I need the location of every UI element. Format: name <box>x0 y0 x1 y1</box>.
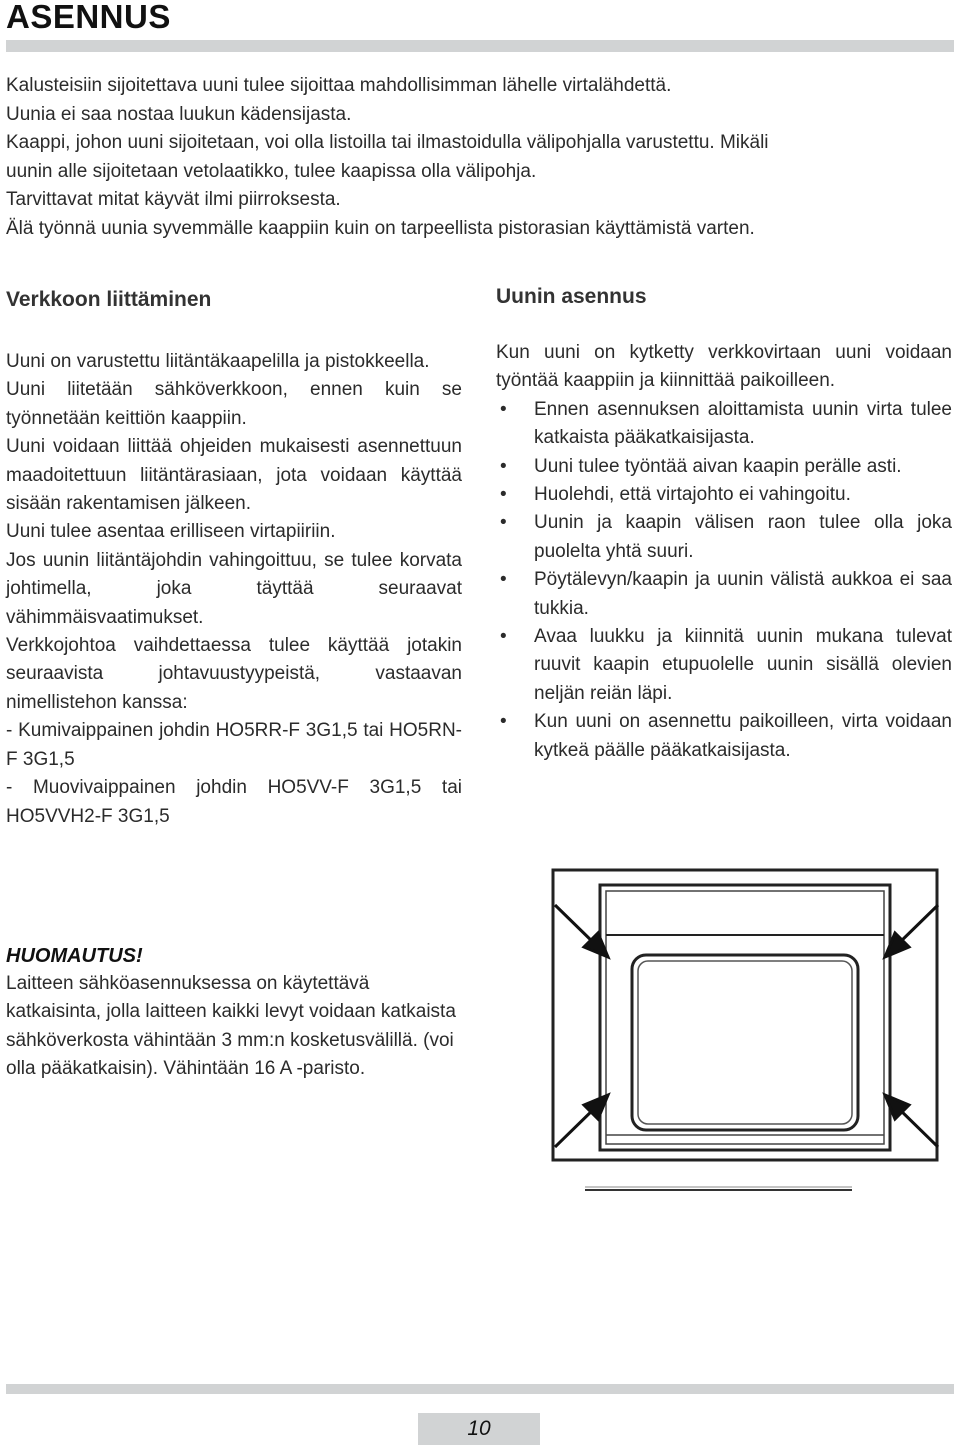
intro-line: uunin alle sijoitetaan vetolaatikko, tulee kaapissa olla välipohja. <box>6 160 537 182</box>
note-heading: HUOMAUTUS! <box>6 945 143 967</box>
page-title: ASENNUS <box>6 0 171 35</box>
paragraph: Verkkojohtoa vaihdettaessa tulee käyttää jotakin seuraavista johtavuustyypeistä, vastaavan nimellistehon kanssa: <box>6 635 462 713</box>
list-item-text: Avaa luukku ja kiinnitä uunin mukana tulevat ruuvit kaapin etupuolelle uunin sisällä olevien neljän reiän läpi. <box>534 626 952 704</box>
installation-steps-list <box>496 396 952 765</box>
intro-line: Uunia ei saa nostaa luukun kädensijasta. <box>6 103 352 125</box>
oven-installation-diagram <box>540 865 960 1200</box>
list-item-text: Kun uuni on asennettu paikoilleen, virta voidaan kytkeä päälle pääkatkaisijasta. <box>534 711 952 761</box>
page-number: 10 <box>418 1413 540 1445</box>
oven-installation-section <box>496 285 952 765</box>
list-item <box>496 509 952 566</box>
note-text: Laitteen sähköasennuksessa on käytettävä katkaisinta, jolla laitteen kaikki levyt voidaan katkaista sähköverkosta vähintään 3 mm:n kosketusvälillä. (voi olla pääkatkaisin). Vähintään 16 A -paristo. <box>6 973 456 1080</box>
bullet-icon: • <box>500 626 507 648</box>
title-underline-bar <box>6 40 954 52</box>
intro-text <box>6 72 956 243</box>
paragraph: Kun uuni on kytketty verkkovirtaan uuni voidaan työntää kaappiin ja kiinnittää paikoilleen. <box>496 342 952 392</box>
list-item <box>496 623 952 708</box>
list-item-text: Pöytälevyn/kaapin ja uunin välistä aukkoa ei saa tukkia. <box>534 569 952 619</box>
bullet-icon: • <box>500 711 507 733</box>
installation-text <box>496 339 952 765</box>
bullet-icon: • <box>500 569 507 591</box>
list-item-text: Huolehdi, että virtajohto ei vahingoitu. <box>534 484 851 506</box>
bullet-icon: • <box>500 484 507 506</box>
paragraph: Uuni tulee asentaa erilliseen virtapiiriin. <box>6 521 336 543</box>
intro-line: Kaappi, johon uuni sijoitetaan, voi olla listoilla tai ilmastoidulla välipohjalla varustettu. Mikäli <box>6 132 769 153</box>
list-item <box>496 481 952 509</box>
network-connection-section <box>6 288 462 831</box>
list-item <box>496 396 952 453</box>
bullet-icon: • <box>500 398 507 420</box>
intro-line: Kalusteisiin sijoitettava uuni tulee sijoittaa mahdollisimman lähelle virtalähdettä. <box>6 75 672 96</box>
footer-bar <box>6 1384 954 1394</box>
intro-line: Tarvittavat mitat käyvät ilmi piirroksesta. <box>6 189 341 210</box>
paragraph: Uuni voidaan liittää ohjeiden mukaisesti asennettuun maadoitettuun liitäntärasiaan, jota voidaan käyttää sisään rakentamisen jälkeen. <box>6 436 462 515</box>
intro-line: Älä työnnä uunia syvemmälle kaappiin kuin on tarpeellista pistorasian käyttämistä varten. <box>6 217 755 239</box>
paragraph: Jos uunin liitäntäjohdin vahingoittuu, se tulee korvata johtimella, joka täyttää seuraavat vähimmäisvaatimukset. <box>6 549 462 628</box>
list-item <box>496 453 952 481</box>
bullet-icon: • <box>500 455 507 477</box>
paragraph: Uuni on varustettu liitäntäkaapelilla ja pistokkeella. <box>6 351 430 372</box>
list-item-text: Uunin ja kaapin välisen raon tulee olla joka puolelta yhtä suuri. <box>534 512 952 562</box>
oven-diagram-icon <box>540 865 960 1200</box>
paragraph: - Kumivaippainen johdin HO5RR-F 3G1,5 tai HO5RN-F 3G1,5 <box>6 720 462 770</box>
list-item <box>496 566 952 623</box>
paragraph: Uuni liitetään sähköverkkoon, ennen kuin se työnnetään keittiön kaappiin. <box>6 379 462 429</box>
network-connection-text <box>6 348 462 831</box>
paragraph: - Muovivaippainen johdin HO5VV-F 3G1,5 tai HO5VVH2-F 3G1,5 <box>6 777 462 827</box>
list-item-text: Ennen asennuksen aloittamista uunin virta tulee katkaista pääkatkaisijasta. <box>534 398 952 449</box>
warning-note <box>6 942 462 1084</box>
list-item-text: Uuni tulee työntää aivan kaapin perälle asti. <box>534 455 902 477</box>
section-heading-installation: Uunin asennus <box>496 285 647 308</box>
section-heading-network: Verkkoon liittäminen <box>6 288 212 311</box>
list-item <box>496 708 952 765</box>
bullet-icon: • <box>500 512 507 534</box>
